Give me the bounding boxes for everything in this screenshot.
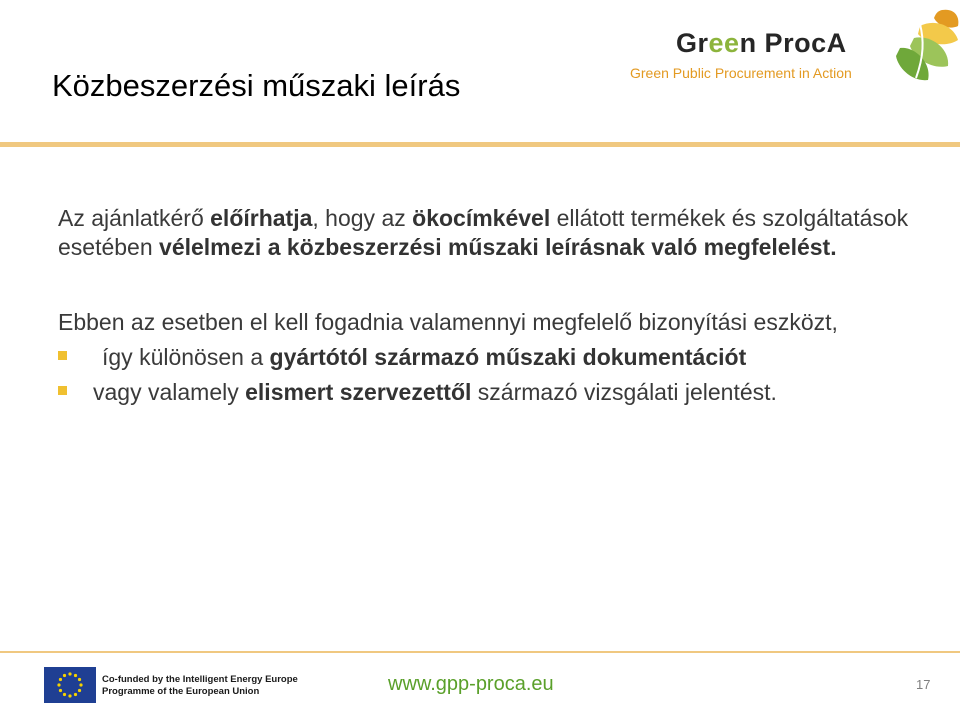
bottom-divider xyxy=(0,651,960,653)
text-run: vagy valamely xyxy=(93,379,246,405)
emphasis-text: ökocímkével xyxy=(412,205,551,231)
content-body xyxy=(58,204,918,407)
emphasis-text: vélelmezi a közbeszerzési műszaki leírásnak való megfelelést. xyxy=(159,234,837,260)
logo-name xyxy=(676,28,847,59)
eu-funding-line1: Co-funded by the Intelligent Energy Europe xyxy=(102,674,298,685)
text-run: Az ajánlatkérő xyxy=(58,205,211,231)
list-item-text xyxy=(102,344,746,370)
evidence-list xyxy=(58,343,918,407)
slide-title: Közbeszerzési műszaki leírás xyxy=(52,68,461,103)
top-divider xyxy=(0,142,960,147)
emphasis-text: gyártótól származó műszaki dokumentációt xyxy=(269,344,747,370)
eu-funding-text xyxy=(102,674,298,698)
text-run: ellátott termékek és szolgáltatások esetében xyxy=(58,205,909,260)
paragraph-ecolabel xyxy=(58,204,918,262)
text-run: így különösen a xyxy=(102,344,270,370)
paragraph-evidence: Ebben az esetben el kell fogadnia valamennyi megfelelő bizonyítási eszközt, xyxy=(58,309,838,335)
website-url[interactable]: www.gpp-proca.eu xyxy=(388,673,554,695)
square-bullet-icon xyxy=(58,351,67,360)
green-proca-logo xyxy=(628,4,960,94)
square-bullet-icon xyxy=(58,386,67,395)
leaf-petals-icon xyxy=(880,4,960,86)
text-run: származó vizsgálati jelentést. xyxy=(471,379,777,405)
logo-tagline: Green Public Procurement in Action xyxy=(630,65,852,81)
list-item xyxy=(58,343,918,372)
eu-funding-line2: Programme of the European Union xyxy=(102,686,260,697)
emphasis-text: elismert szervezettől xyxy=(245,379,472,405)
eu-flag-icon xyxy=(44,667,96,703)
logo-name-part3: n ProcA xyxy=(739,28,847,58)
text-run: , hogy az xyxy=(312,205,413,231)
list-item-text xyxy=(93,379,777,405)
list-item xyxy=(58,378,918,407)
emphasis-text: előírhatja xyxy=(210,205,313,231)
logo-name-part1: Gr xyxy=(676,28,709,58)
page-number: 17 xyxy=(916,677,931,692)
logo-name-part2: ee xyxy=(708,28,740,58)
